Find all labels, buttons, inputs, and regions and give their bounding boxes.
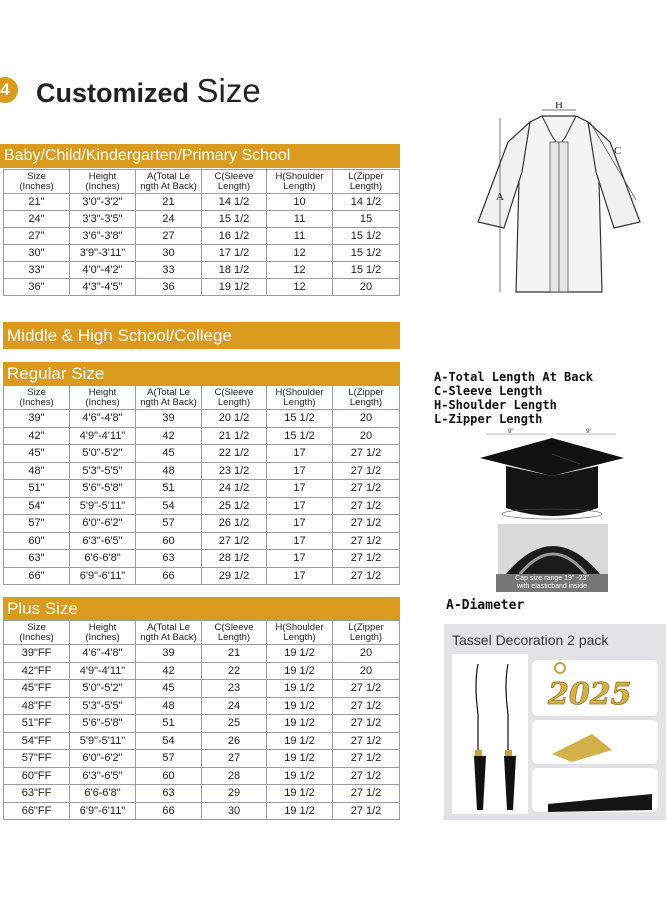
table-cell: 19 1/2 [267, 802, 333, 820]
table-row [4, 715, 400, 733]
section-number-badge: 4 [0, 77, 18, 103]
tassel-title: Tassel Decoration 2 pack [452, 632, 609, 648]
table-cell: 57" [4, 515, 70, 533]
table-cell: 25 1/2 [202, 497, 267, 515]
column-header: Height (Inches) [70, 386, 136, 410]
table-cell: 51 [136, 480, 202, 498]
table-cell: 19 1/2 [267, 767, 333, 785]
cap-inner-band-photo [498, 524, 608, 574]
table-row [4, 497, 400, 515]
table-cell: 42" [4, 427, 70, 445]
table-cell: 54" [4, 497, 70, 515]
table-cell: 22 [202, 662, 267, 680]
table-cell: 5'9"-5'11" [70, 732, 136, 750]
table-row [4, 767, 400, 785]
table-cell: 42 [136, 427, 202, 445]
tassel-year-charm: 2025 [548, 677, 632, 712]
table-cell: 29 1/2 [202, 567, 267, 585]
table-cell: 5'9"-5'11" [70, 497, 136, 515]
table-cell: 17 1/2 [202, 245, 267, 262]
table-cell: 15 1/2 [333, 228, 400, 245]
table-row [4, 194, 400, 211]
table-cell: 17 [267, 462, 333, 480]
table-cell: 48"FF [4, 697, 70, 715]
column-header: Size (Inches) [4, 170, 70, 194]
table-cell: 63" [4, 550, 70, 568]
table-row [4, 445, 400, 463]
column-header: L(Zipper Length) [333, 386, 400, 410]
table-cell: 22 1/2 [202, 445, 267, 463]
table-row [4, 427, 400, 445]
table-cell: 23 [202, 680, 267, 698]
table-cell: 3'3"-3'5" [70, 211, 136, 228]
table-cell: 27 1/2 [333, 785, 400, 803]
table-cell: 33" [4, 262, 70, 279]
table-cell: 39" [4, 410, 70, 428]
table-cell: 51"FF [4, 715, 70, 733]
table-cell: 16 1/2 [202, 228, 267, 245]
table-cell: 17 [267, 550, 333, 568]
table-cell: 6'3"-6'5" [70, 532, 136, 550]
table-cell: 27 1/2 [333, 802, 400, 820]
table-cell: 4'0"-4'2" [70, 262, 136, 279]
table-cell: 27 1/2 [333, 750, 400, 768]
table-row [4, 567, 400, 585]
table-cell: 11 [267, 228, 333, 245]
table-row [4, 697, 400, 715]
table-cell: 15 1/2 [333, 245, 400, 262]
table-cell: 54 [136, 732, 202, 750]
column-header: L(Zipper Length) [333, 170, 400, 194]
column-header: Height (Inches) [70, 170, 136, 194]
table-cell: 17 [267, 480, 333, 498]
table-row [4, 802, 400, 820]
table-cell: 20 1/2 [202, 410, 267, 428]
table-cell: 6'0"-6'2" [70, 515, 136, 533]
table-cell: 27 1/2 [202, 532, 267, 550]
table-cell: 30 [136, 245, 202, 262]
table-cell: 27 1/2 [333, 567, 400, 585]
table-cell: 17 [267, 445, 333, 463]
table-cell: 6'9"-6'11" [70, 567, 136, 585]
column-header: C(Sleeve Length) [202, 386, 267, 410]
table-cell: 5'0"-5'2" [70, 680, 136, 698]
table-cell: 42 [136, 662, 202, 680]
middle-section-banner: Middle & High School/College [3, 322, 400, 349]
table-cell: 36 [136, 279, 202, 296]
table-row [4, 279, 400, 296]
table-cell: 57 [136, 750, 202, 768]
table-cell: 5'3"-5'5" [70, 462, 136, 480]
column-header: Size (Inches) [4, 621, 70, 645]
table-cell: 45 [136, 680, 202, 698]
table-cell: 24 [136, 211, 202, 228]
table-cell: 27 1/2 [333, 462, 400, 480]
table-cell: 19 1/2 [267, 715, 333, 733]
cap-dimension-right: 9" [586, 429, 592, 435]
table-cell: 6'6-6'8" [70, 550, 136, 568]
table-cell: 45 [136, 445, 202, 463]
regular-size-table [3, 385, 400, 585]
column-header: C(Sleeve Length) [202, 170, 267, 194]
table-row [4, 750, 400, 768]
table-cell: 60 [136, 767, 202, 785]
table-row [4, 211, 400, 228]
table-cell: 27 1/2 [333, 732, 400, 750]
table-cell: 28 1/2 [202, 550, 267, 568]
table-cell: 27 1/2 [333, 515, 400, 533]
table-cell: 27 1/2 [333, 445, 400, 463]
table-row [4, 480, 400, 498]
table-cell: 25 [202, 715, 267, 733]
table-cell: 11 [267, 211, 333, 228]
table-cell: 60 [136, 532, 202, 550]
column-header: A(Total Le ngth At Back) [136, 621, 202, 645]
table-cell: 6'0"-6'2" [70, 750, 136, 768]
table-row [4, 245, 400, 262]
table-cell: 63 [136, 550, 202, 568]
table-cell: 5'6"-5'8" [70, 715, 136, 733]
table-cell: 17 [267, 515, 333, 533]
table-cell: 27 1/2 [333, 680, 400, 698]
table-cell: 12 [267, 279, 333, 296]
table-cell: 66" [4, 567, 70, 585]
table-cell: 21 [136, 194, 202, 211]
table-cell: 26 1/2 [202, 515, 267, 533]
graduation-cap-illustration [476, 428, 626, 524]
table-header-row [4, 170, 400, 194]
table-cell: 20 [333, 279, 400, 296]
column-header: A(Total Le ngth At Back) [136, 386, 202, 410]
table-cell: 30 [202, 802, 267, 820]
table-cell: 4'3"-4'5" [70, 279, 136, 296]
table-header-row [4, 621, 400, 645]
table-cell: 6'9"-6'11" [70, 802, 136, 820]
table-cell: 27 1/2 [333, 715, 400, 733]
table-cell: 27 [136, 228, 202, 245]
table-cell: 39 [136, 410, 202, 428]
cap-size-note-line2: with elasticband inside [516, 583, 588, 590]
table-cell: 15 1/2 [202, 211, 267, 228]
table-row [4, 732, 400, 750]
table-cell: 60"FF [4, 767, 70, 785]
cap-size-note-line1: Cap size range 19" -23" [515, 575, 589, 582]
table-cell: 33 [136, 262, 202, 279]
table-cell: 23 1/2 [202, 462, 267, 480]
cap-dimension-left: 9" [508, 429, 514, 435]
table-cell: 17 [267, 497, 333, 515]
table-cell: 15 1/2 [267, 427, 333, 445]
table-cell: 4'6"-4'8" [70, 410, 136, 428]
table-cell: 4'9"-4'11" [70, 662, 136, 680]
column-header: H(Shoulder Length) [267, 170, 333, 194]
table-cell: 26 [202, 732, 267, 750]
column-header: H(Shoulder Length) [267, 386, 333, 410]
table-cell: 45" [4, 445, 70, 463]
table-cell: 17 [267, 532, 333, 550]
table-row [4, 228, 400, 245]
table-cell: 24 1/2 [202, 480, 267, 498]
table-cell: 3'6"-3'8" [70, 228, 136, 245]
page-title [36, 72, 261, 110]
table-cell: 39"FF [4, 645, 70, 663]
table-cell: 15 [333, 211, 400, 228]
table-cell: 60" [4, 532, 70, 550]
table-row [4, 462, 400, 480]
table-cell: 27 1/2 [333, 497, 400, 515]
table-cell: 51" [4, 480, 70, 498]
table-cell: 4'6"-4'8" [70, 645, 136, 663]
table-cell: 21" [4, 194, 70, 211]
table-cell: 10 [267, 194, 333, 211]
table-cell: 14 1/2 [202, 194, 267, 211]
table-cell: 24" [4, 211, 70, 228]
legend-item: C-Sleeve Length [434, 384, 543, 398]
column-header: Height (Inches) [70, 621, 136, 645]
table-cell: 63 [136, 785, 202, 803]
legend-item: A-Total Length At Back [434, 370, 593, 384]
table-cell: 4'9"-4'11" [70, 427, 136, 445]
table-row [4, 550, 400, 568]
table-cell: 19 1/2 [267, 680, 333, 698]
table-cell: 15 1/2 [333, 262, 400, 279]
table-cell: 39 [136, 645, 202, 663]
table-cell: 5'3"-5'5" [70, 697, 136, 715]
table-cell: 19 1/2 [267, 750, 333, 768]
legend-item: L-Zipper Length [434, 412, 543, 426]
gown-label-h: H [555, 102, 563, 111]
table-cell: 29 [202, 785, 267, 803]
table-cell: 21 1/2 [202, 427, 267, 445]
table-row [4, 680, 400, 698]
table-cell: 27 1/2 [333, 480, 400, 498]
table-cell: 20 [333, 645, 400, 663]
table-cell: 27" [4, 228, 70, 245]
table-cell: 27 [202, 750, 267, 768]
table-cell: 20 [333, 427, 400, 445]
table-cell: 15 1/2 [267, 410, 333, 428]
table-header-row [4, 386, 400, 410]
measurement-legend [434, 370, 593, 426]
table-cell: 24 [202, 697, 267, 715]
table-cell: 21 [202, 645, 267, 663]
table-cell: 5'0"-5'2" [70, 445, 136, 463]
table-cell: 19 1/2 [267, 785, 333, 803]
table-row [4, 262, 400, 279]
table-cell: 54"FF [4, 732, 70, 750]
table-cell: 42"FF [4, 662, 70, 680]
table-cell: 28 [202, 767, 267, 785]
table-row [4, 515, 400, 533]
table-cell: 19 1/2 [267, 697, 333, 715]
regular-size-banner: Regular Size [3, 362, 400, 386]
table-cell: 30" [4, 245, 70, 262]
gown-label-c: C [614, 145, 622, 157]
table-cell: 48" [4, 462, 70, 480]
table-cell: 51 [136, 715, 202, 733]
legend-item: H-Shoulder Length [434, 398, 557, 412]
table-cell: 18 1/2 [202, 262, 267, 279]
table-cell: 45"FF [4, 680, 70, 698]
graduation-gown-illustration [470, 102, 648, 302]
table-cell: 12 [267, 245, 333, 262]
table-row [4, 645, 400, 663]
table-cell: 12 [267, 262, 333, 279]
table-cell: 27 1/2 [333, 532, 400, 550]
column-header: A(Total Le ngth At Back) [136, 170, 202, 194]
table-cell: 27 1/2 [333, 697, 400, 715]
column-header: L(Zipper Length) [333, 621, 400, 645]
table-cell: 3'0"-3'2" [70, 194, 136, 211]
table-cell: 57 [136, 515, 202, 533]
table-row [4, 785, 400, 803]
table-cell: 19 1/2 [267, 732, 333, 750]
table-cell: 36" [4, 279, 70, 296]
gown-label-a: A [496, 191, 504, 203]
table-row [4, 662, 400, 680]
table-row [4, 532, 400, 550]
table-cell: 20 [333, 662, 400, 680]
diameter-label: A-Diameter [446, 598, 525, 613]
baby-section-banner: Baby/Child/Kindergarten/Primary School [0, 144, 400, 168]
cap-size-note [496, 574, 608, 592]
title-text: Customized [36, 78, 190, 108]
table-cell: 5'6"-5'8" [70, 480, 136, 498]
table-cell: 27 1/2 [333, 550, 400, 568]
baby-size-table [3, 169, 400, 296]
table-cell: 19 1/2 [267, 645, 333, 663]
table-cell: 48 [136, 462, 202, 480]
table-cell: 3'9"-3'11" [70, 245, 136, 262]
table-cell: 20 [333, 410, 400, 428]
table-cell: 19 1/2 [202, 279, 267, 296]
table-row [4, 410, 400, 428]
column-header: H(Shoulder Length) [267, 621, 333, 645]
table-cell: 66 [136, 802, 202, 820]
table-cell: 14 1/2 [333, 194, 400, 211]
table-cell: 6'3"-6'5" [70, 767, 136, 785]
tassel-illustration [452, 654, 660, 814]
table-cell: 48 [136, 697, 202, 715]
plus-size-banner: Plus Size [3, 597, 400, 621]
table-cell: 63"FF [4, 785, 70, 803]
table-cell: 19 1/2 [267, 662, 333, 680]
table-cell: 54 [136, 497, 202, 515]
table-cell: 57"FF [4, 750, 70, 768]
column-header: C(Sleeve Length) [202, 621, 267, 645]
table-cell: 27 1/2 [333, 767, 400, 785]
column-header: Size (Inches) [4, 386, 70, 410]
table-cell: 6'6-6'8" [70, 785, 136, 803]
plus-size-table [3, 620, 400, 820]
title-big-text: Size [196, 72, 261, 109]
table-cell: 66"FF [4, 802, 70, 820]
table-cell: 66 [136, 567, 202, 585]
table-cell: 17 [267, 567, 333, 585]
